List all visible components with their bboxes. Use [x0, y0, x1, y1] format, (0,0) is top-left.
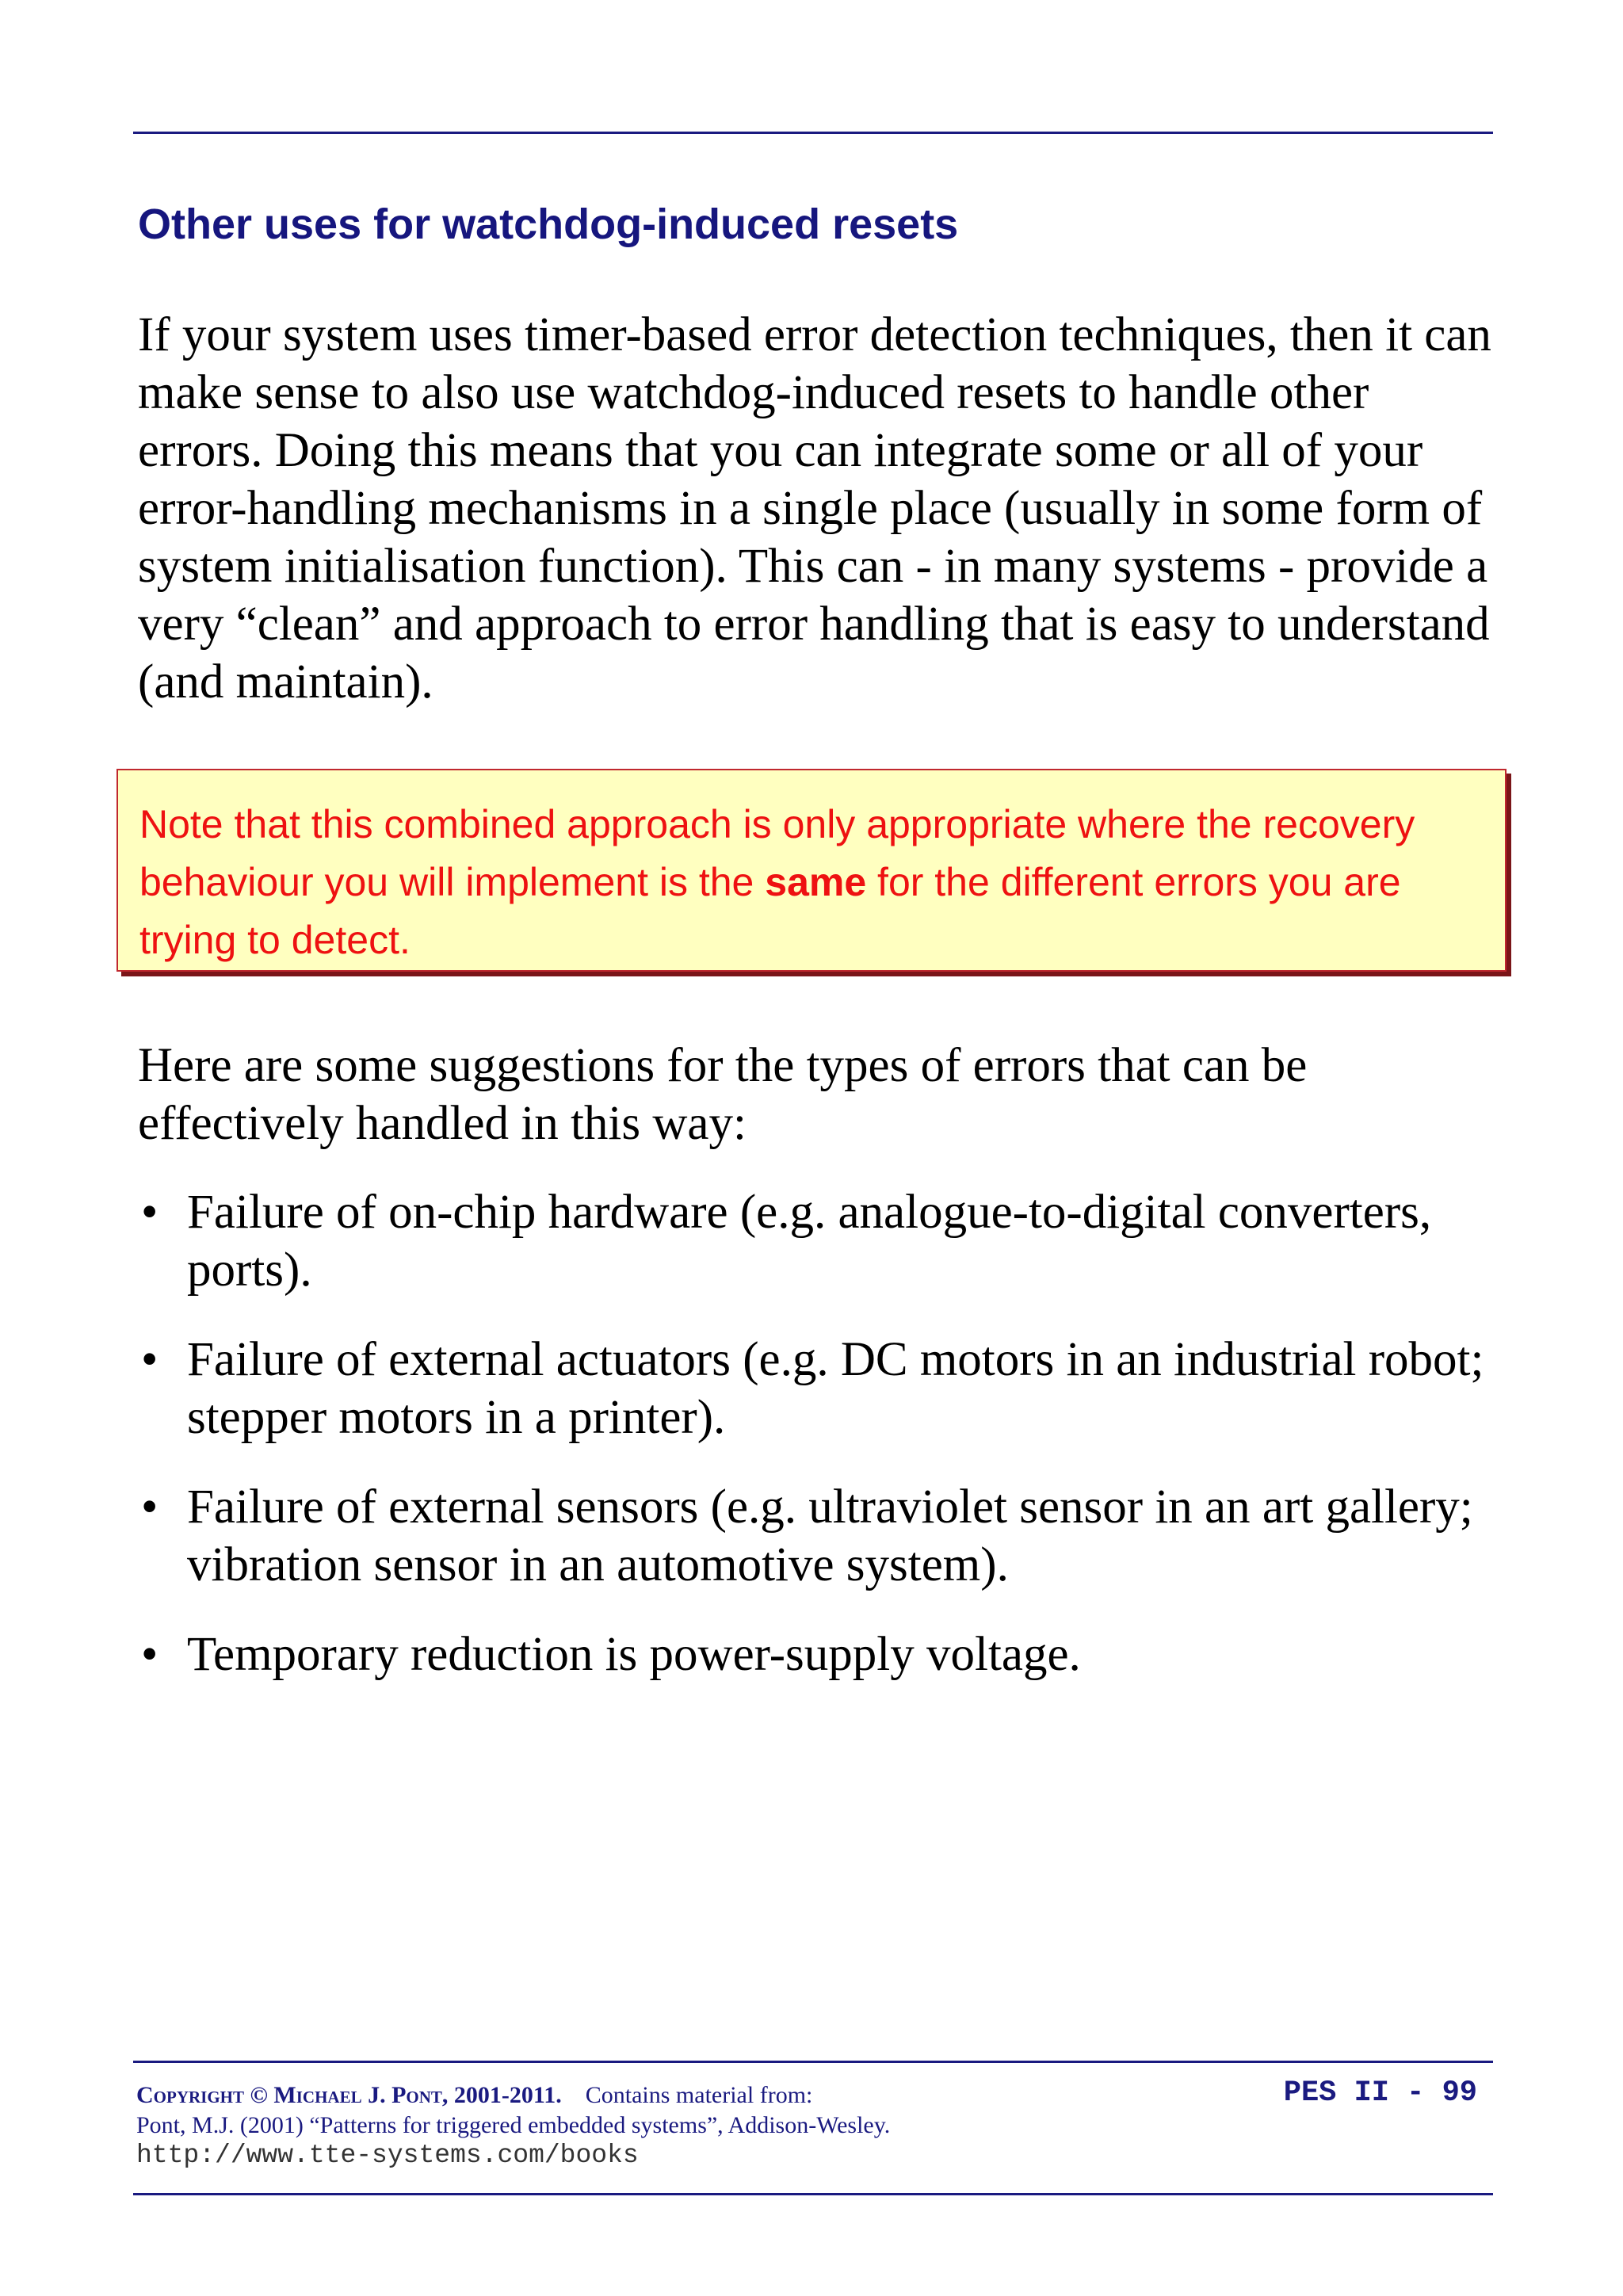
page-number: PES II - 99	[1283, 2076, 1477, 2110]
list-item	[138, 1331, 1485, 1446]
bullet-icon: •	[141, 1186, 158, 1239]
list-item-text: Failure of external actuators (e.g. DC motors in an industrial robot; stepper motors in a printer).	[187, 1333, 1484, 1444]
footer-url: http://www.tte-systems.com/books	[136, 2141, 639, 2170]
list-item	[138, 1478, 1485, 1594]
footer-contains: Contains material from:	[585, 2082, 813, 2108]
list-item-text: Temporary reduction is power-supply voltage.	[187, 1628, 1081, 1681]
bullet-icon: •	[141, 1628, 158, 1681]
list-item-text: Failure of external sensors (e.g. ultraviolet sensor in an art gallery; vibration sensor in an automotive system).	[187, 1480, 1473, 1591]
suggestions-intro: Here are some suggestions for the types of errors that can be effectively handled in this way:	[138, 1039, 1308, 1150]
note-text-after: for the different errors you are trying to detect.	[139, 860, 1401, 962]
footer-bottom-rule	[133, 2193, 1493, 2195]
bullet-icon: •	[141, 1480, 158, 1534]
header-rule	[133, 132, 1493, 134]
intro-paragraph: If your system uses timer-based error detection techniques, then it can make sense to also use watchdog-induced resets to handle other errors. Doing this means that you can integrate some or all of your error-handling mechanisms in a single place (usually in some form of system initialisation function). This can - in many systems - provide a very “clean” and approach to error handling that is easy to understand (and maintain).	[138, 308, 1491, 709]
footer-reference: Pont, M.J. (2001) “Patterns for triggered embedded systems”, Addison-Wesley.	[136, 2112, 891, 2138]
suggestions-list	[138, 1183, 1485, 1715]
footer-top-rule	[133, 2061, 1493, 2063]
note-box	[116, 769, 1507, 972]
note-text-before: Note that this combined approach is only appropriate where the recovery behaviour you will implement is the	[139, 802, 1415, 904]
footer-copyright: Copyright © Michael J. Pont, 2001-2011.	[136, 2082, 562, 2108]
footer-copyright-line	[136, 2081, 812, 2110]
note-emphasis: same	[765, 860, 867, 904]
bullet-icon: •	[141, 1333, 158, 1386]
list-item	[138, 1183, 1485, 1299]
note-text	[139, 796, 1487, 969]
section-heading: Other uses for watchdog-induced resets	[138, 201, 959, 248]
list-item	[138, 1626, 1485, 1683]
list-item-text: Failure of on-chip hardware (e.g. analogue-to-digital converters, ports).	[187, 1186, 1432, 1297]
